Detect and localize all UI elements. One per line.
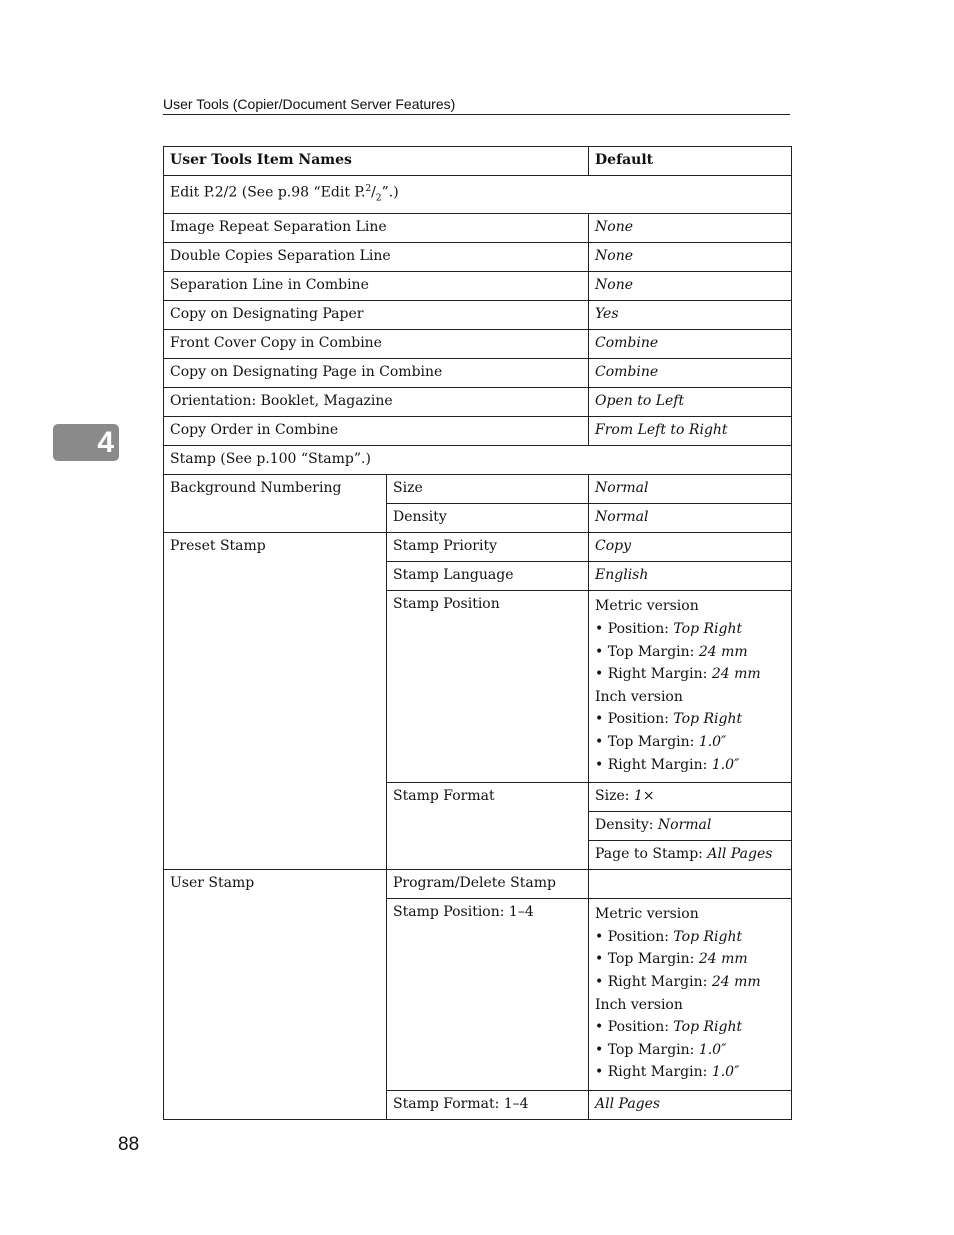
bullet-value: 24 mm (698, 951, 748, 968)
settings-table (163, 146, 792, 1120)
format-page-label: Page to Stamp: (595, 846, 708, 863)
bullet-label: Right Margin: (607, 973, 712, 990)
sub-item-default: Normal (589, 475, 792, 504)
bullet-label: Top Margin: (607, 951, 699, 968)
bullet-item (595, 926, 786, 949)
item-default: Open to Left (589, 388, 792, 417)
bullet-label: Top Margin: (607, 643, 699, 660)
bullet-item (595, 641, 786, 664)
item-default: None (589, 272, 792, 301)
table-header-row (164, 147, 792, 176)
column-header-default: Default (589, 147, 792, 176)
section-edit-slash: / (371, 184, 376, 201)
bullet-value: Top Right (673, 711, 743, 728)
bullet-label: Position: (607, 711, 674, 728)
item-default: From Left to Right (589, 417, 792, 446)
metric-title: Metric version (595, 906, 699, 923)
section-row-edit (164, 176, 792, 214)
bullet-item (595, 1039, 786, 1062)
inch-title: Inch version (595, 688, 683, 705)
item-default: Yes (589, 301, 792, 330)
table-row (164, 870, 792, 899)
item-name: Double Copies Separation Line (164, 243, 589, 272)
table-row (164, 359, 792, 388)
bullet-value: Top Right (673, 621, 743, 638)
table-row (164, 533, 792, 562)
format-density-label: Density: (595, 817, 658, 834)
sub-item-name: Stamp Language (387, 562, 589, 591)
item-name: Copy on Designating Page in Combine (164, 359, 589, 388)
table-row (164, 214, 792, 243)
section-edit-sup: 2 (365, 184, 372, 194)
table-row (164, 301, 792, 330)
section-edit-sub: 2 (375, 193, 382, 204)
column-header-name: User Tools Item Names (164, 147, 589, 176)
table-row (164, 388, 792, 417)
group-background-numbering: Background Numbering (164, 475, 387, 533)
item-default: Combine (589, 359, 792, 388)
bullet-value: Top Right (673, 928, 743, 945)
bullet-value: 24 mm (711, 973, 761, 990)
item-default: None (589, 214, 792, 243)
section-edit-end: ”.) (381, 184, 399, 201)
sub-item-name: Density (387, 504, 589, 533)
chapter-tab: 4 (53, 424, 119, 461)
sub-item-default: All Pages (589, 1090, 792, 1119)
bullet-value: 1.0″ (698, 1041, 727, 1058)
table-row (164, 272, 792, 301)
section-edit (164, 176, 792, 214)
table-row (164, 330, 792, 359)
format-size (589, 783, 792, 812)
table-row (164, 417, 792, 446)
bullet-item (595, 971, 786, 994)
bullet-value: 24 mm (698, 643, 748, 660)
item-name: Copy on Designating Paper (164, 301, 589, 330)
bullet-label: Position: (607, 928, 674, 945)
format-density (589, 812, 792, 841)
page-number: 88 (118, 1134, 140, 1155)
sub-item-name: Stamp Position (387, 591, 589, 783)
table-row (164, 243, 792, 272)
format-page-value: All Pages (707, 846, 773, 863)
bullet-value: 24 mm (711, 666, 761, 683)
bullet-item (595, 1061, 786, 1084)
bullet-label: Top Margin: (607, 1041, 699, 1058)
bullet-value: Top Right (673, 1019, 743, 1036)
position-defaults (589, 591, 792, 783)
bullet-item (595, 754, 786, 777)
format-density-value: Normal (657, 817, 712, 834)
format-page (589, 841, 792, 870)
item-name: Image Repeat Separation Line (164, 214, 589, 243)
bullet-label: Position: (607, 621, 674, 638)
bullet-label: Right Margin: (607, 1064, 712, 1081)
sub-item-default: Copy (589, 533, 792, 562)
inch-title: Inch version (595, 996, 683, 1013)
sub-item-default (589, 870, 792, 899)
bullet-item (595, 663, 786, 686)
group-preset-stamp: Preset Stamp (164, 533, 387, 870)
table-row (164, 475, 792, 504)
sub-item-name: Stamp Position: 1–4 (387, 899, 589, 1091)
item-name: Front Cover Copy in Combine (164, 330, 589, 359)
format-size-label: Size: (595, 788, 634, 805)
bullet-label: Right Margin: (607, 666, 712, 683)
sub-item-default: English (589, 562, 792, 591)
bullet-label: Position: (607, 1019, 674, 1036)
item-default: None (589, 243, 792, 272)
metric-title: Metric version (595, 598, 699, 615)
sub-item-default: Normal (589, 504, 792, 533)
section-edit-text: Edit P.2/2 (See p.98 “Edit P. (170, 184, 366, 201)
item-name: Separation Line in Combine (164, 272, 589, 301)
sub-item-name: Stamp Priority (387, 533, 589, 562)
item-default: Combine (589, 330, 792, 359)
group-user-stamp: User Stamp (164, 870, 387, 1120)
bullet-item (595, 948, 786, 971)
bullet-value: 1.0″ (711, 756, 740, 773)
bullet-value: 1.0″ (698, 734, 727, 751)
bullet-item (595, 731, 786, 754)
sub-item-name: Program/Delete Stamp (387, 870, 589, 899)
item-name: Copy Order in Combine (164, 417, 589, 446)
sub-item-name: Stamp Format: 1–4 (387, 1090, 589, 1119)
running-header: User Tools (Copier/Document Server Features) (163, 96, 790, 115)
format-size-value: 1× (633, 788, 655, 805)
bullet-item (595, 618, 786, 641)
position-defaults (589, 899, 792, 1091)
bullet-item (595, 708, 786, 731)
section-row-stamp (164, 446, 792, 475)
bullet-label: Top Margin: (607, 734, 699, 751)
item-name: Orientation: Booklet, Magazine (164, 388, 589, 417)
bullet-label: Right Margin: (607, 756, 712, 773)
sub-item-name: Size (387, 475, 589, 504)
section-stamp: Stamp (See p.100 “Stamp”.) (164, 446, 792, 475)
bullet-item (595, 1016, 786, 1039)
bullet-value: 1.0″ (711, 1064, 740, 1081)
sub-item-name: Stamp Format (387, 783, 589, 870)
